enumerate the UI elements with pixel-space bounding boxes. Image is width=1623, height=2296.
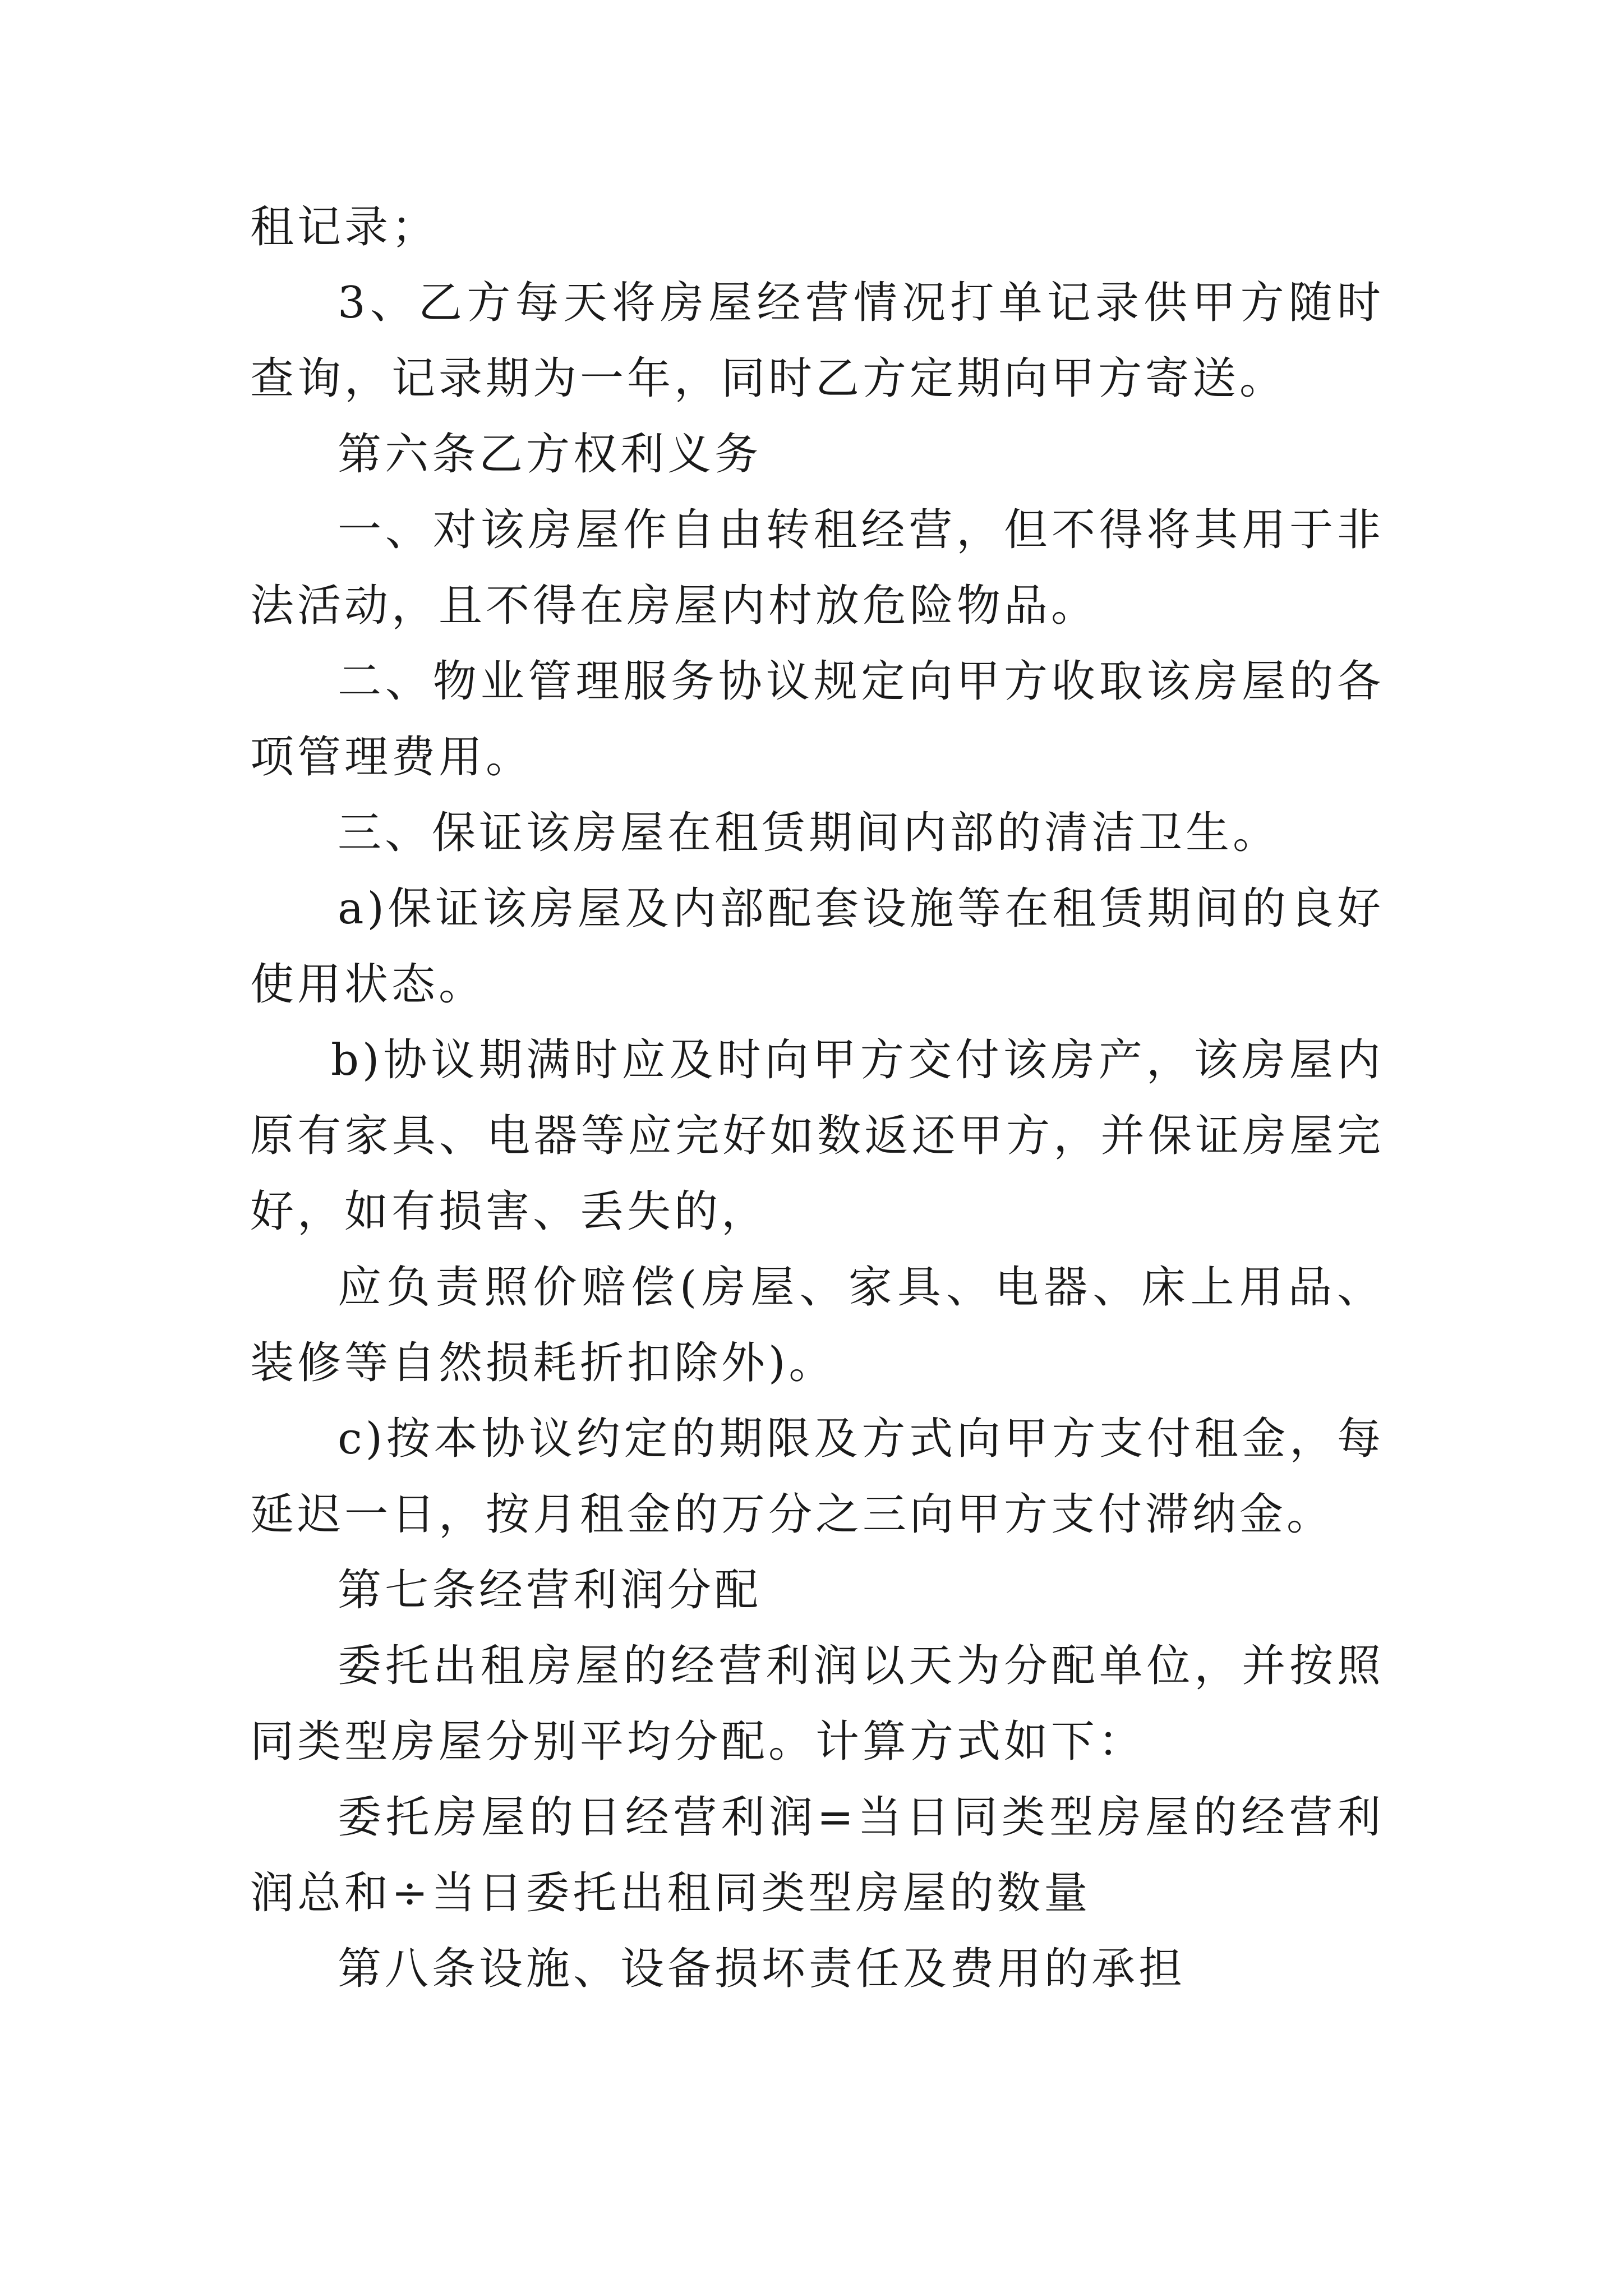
section-heading-article-6: 第六条乙方权利义务	[338, 429, 762, 480]
paragraph-profit-formula: 委托房屋的日经营利润=当日同类型房屋的经营利润总和÷当日委托出租同类型房屋的数量	[250, 1792, 1384, 1918]
section-heading-article-7: 第七条经营利润分配	[338, 1565, 762, 1616]
paragraph-item-3: 3、乙方每天将房屋经营情况打单记录供甲方随时查询，记录期为一年，同时乙方定期向甲方寄送。	[250, 278, 1384, 404]
paragraph-sub-b: b)协议期满时应及时向甲方交付该房产，该房屋内原有家具、电器等应完好如数返还甲方，并保证房屋完好，如有损害、丢失的，	[250, 1035, 1384, 1237]
paragraph-sub-a: a)保证该房屋及内部配套设施等在租赁期间的良好使用状态。	[250, 884, 1384, 1010]
paragraph-clause-3: 三、保证该房屋在租赁期间内部的清洁卫生。	[338, 808, 1280, 858]
paragraph-compensation: 应负责照价赔偿(房屋、家具、电器、床上用品、装修等自然损耗折扣除外)。	[250, 1262, 1384, 1388]
paragraph-clause-2: 二、物业管理服务协议规定向甲方收取该房屋的各项管理费用。	[250, 656, 1384, 783]
paragraph-sub-c: c)按本协议约定的期限及方式向甲方支付租金，每延迟一日，按月租金的万分之三向甲方支付滞纳金。	[250, 1414, 1384, 1540]
document-body	[250, 190, 1384, 2007]
section-heading-article-8: 第八条设施、设备损坏责任及费用的承担	[338, 1944, 1186, 1994]
paragraph-profit-distribution: 委托出租房屋的经营利润以天为分配单位，并按照同类型房屋分别平均分配。计算方式如下：	[250, 1641, 1384, 1767]
paragraph-continuation: 租记录；	[250, 202, 439, 252]
paragraph-clause-1: 一、对该房屋作自由转租经营，但不得将其用于非法活动，且不得在房屋内村放危险物品。	[250, 505, 1384, 631]
